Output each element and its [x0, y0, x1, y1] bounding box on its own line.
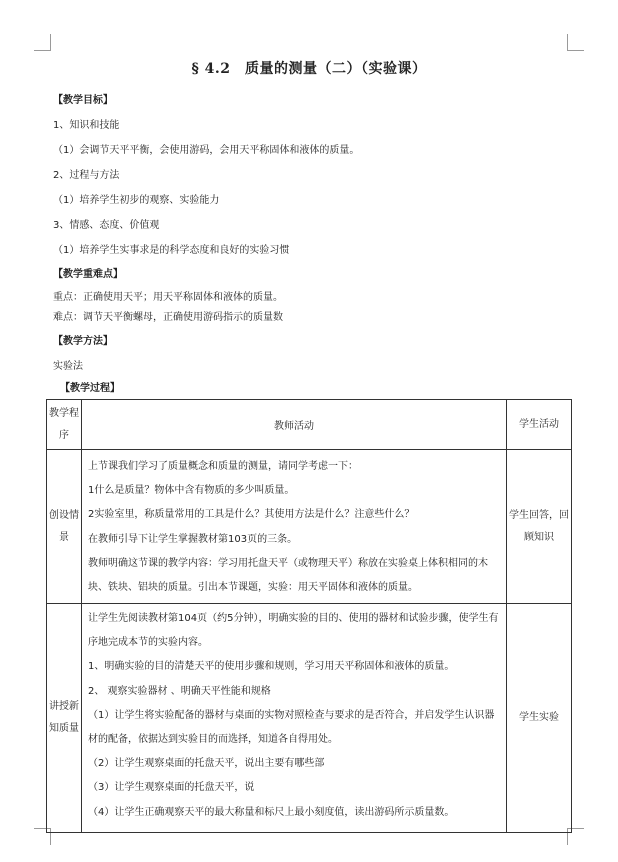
section-heading: 【教学目标】	[53, 95, 113, 106]
text-line: 2、过程与方法	[53, 170, 120, 181]
table-header-row	[47, 400, 572, 450]
text-line: （1）培养学生初步的观察、实验能力	[53, 195, 220, 206]
student-cell: 学生实验	[507, 604, 572, 833]
header-student: 学生活动	[507, 400, 572, 450]
teacher-cell	[82, 450, 507, 604]
teacher-cell	[82, 604, 507, 833]
teacher-line: 2、 观察实验器材 、明确天平性能和规格	[88, 685, 271, 697]
student-cell: 学生回答，回顾知识	[507, 450, 572, 604]
table-row	[47, 450, 572, 604]
text-line: 难点：调节天平衡螺母，正确使用游码指示的质量数	[53, 312, 283, 323]
teacher-line: （2）让学生观察桌面的托盘天平，说出主要有哪些部	[88, 758, 325, 770]
text-line: 重点：正确使用天平；用天平称固体和液体的质量。	[53, 292, 283, 303]
stage-cell: 讲授新知质量	[47, 604, 82, 833]
teacher-line: （1）让学生将实验配备的器材与桌面的实物对照检查与要求的是否符合，并启发学生认识器材的配备，依据达到实验目的而选择，知道各自得用处。	[88, 709, 495, 746]
teacher-line: 上节课我们学习了质量概念和质量的测量，请同学考虑一下：	[88, 460, 358, 472]
teacher-line: 在教师引导下让学生掌握教材第103页的三条。	[88, 533, 298, 545]
table-row	[47, 604, 572, 833]
header-teacher: 教师活动	[82, 400, 507, 450]
teacher-line: 让学生先阅读教材第104页（约5分钟），明确实验的目的、使用的器材和试验步骤，使学生有序地完成本节的实验内容。	[88, 613, 499, 649]
stage-cell: 创设情景	[47, 450, 82, 604]
section-heading: 【教学重难点】	[53, 269, 123, 280]
teacher-line: （4）让学生正确观察天平的最大称量和标尺上最小刻度值，读出游码所示质量数。	[88, 806, 455, 818]
teacher-line: 1什么是质量？物体中含有物质的多少叫质量。	[88, 485, 295, 497]
teacher-line: 2实验室里，称质量常用的工具是什么？其使用方法是什么？注意些什么？	[88, 509, 415, 521]
text-line: （1）会调节天平平衡，会使用游码，会用天平称固体和液体的质量。	[53, 145, 360, 156]
teacher-line: 教师明确这节课的教学内容：学习用托盘天平（或物理天平）称放在实验桌上体积相同的木块、铁块、铝块的质量。引出本节课题，实验：用天平固体和液体的质量。	[88, 557, 488, 593]
text-line: 1、知识和技能	[53, 120, 120, 131]
crop-mark-top-left	[34, 34, 51, 51]
text-line: 实验法	[53, 361, 83, 372]
teacher-line: 1、明确实验的目的清楚天平的使用步骤和规则，学习用天平称固体和液体的质量。	[88, 661, 455, 673]
text-line: 3、情感、态度、价值观	[53, 220, 160, 231]
teaching-process-table	[46, 399, 572, 833]
text-line: （1）培养学生实事求是的科学态度和良好的实验习惯	[53, 245, 290, 256]
section-heading: 【教学方法】	[53, 336, 113, 347]
teacher-line: （3）让学生观察桌面的托盘天平，说	[88, 782, 255, 794]
section-heading: 【教学过程】	[60, 383, 120, 394]
header-stage: 教学程序	[47, 400, 82, 450]
document-title: § 4.2 质量的测量（二）（实验课）	[191, 61, 427, 77]
crop-mark-top-right	[567, 34, 584, 51]
